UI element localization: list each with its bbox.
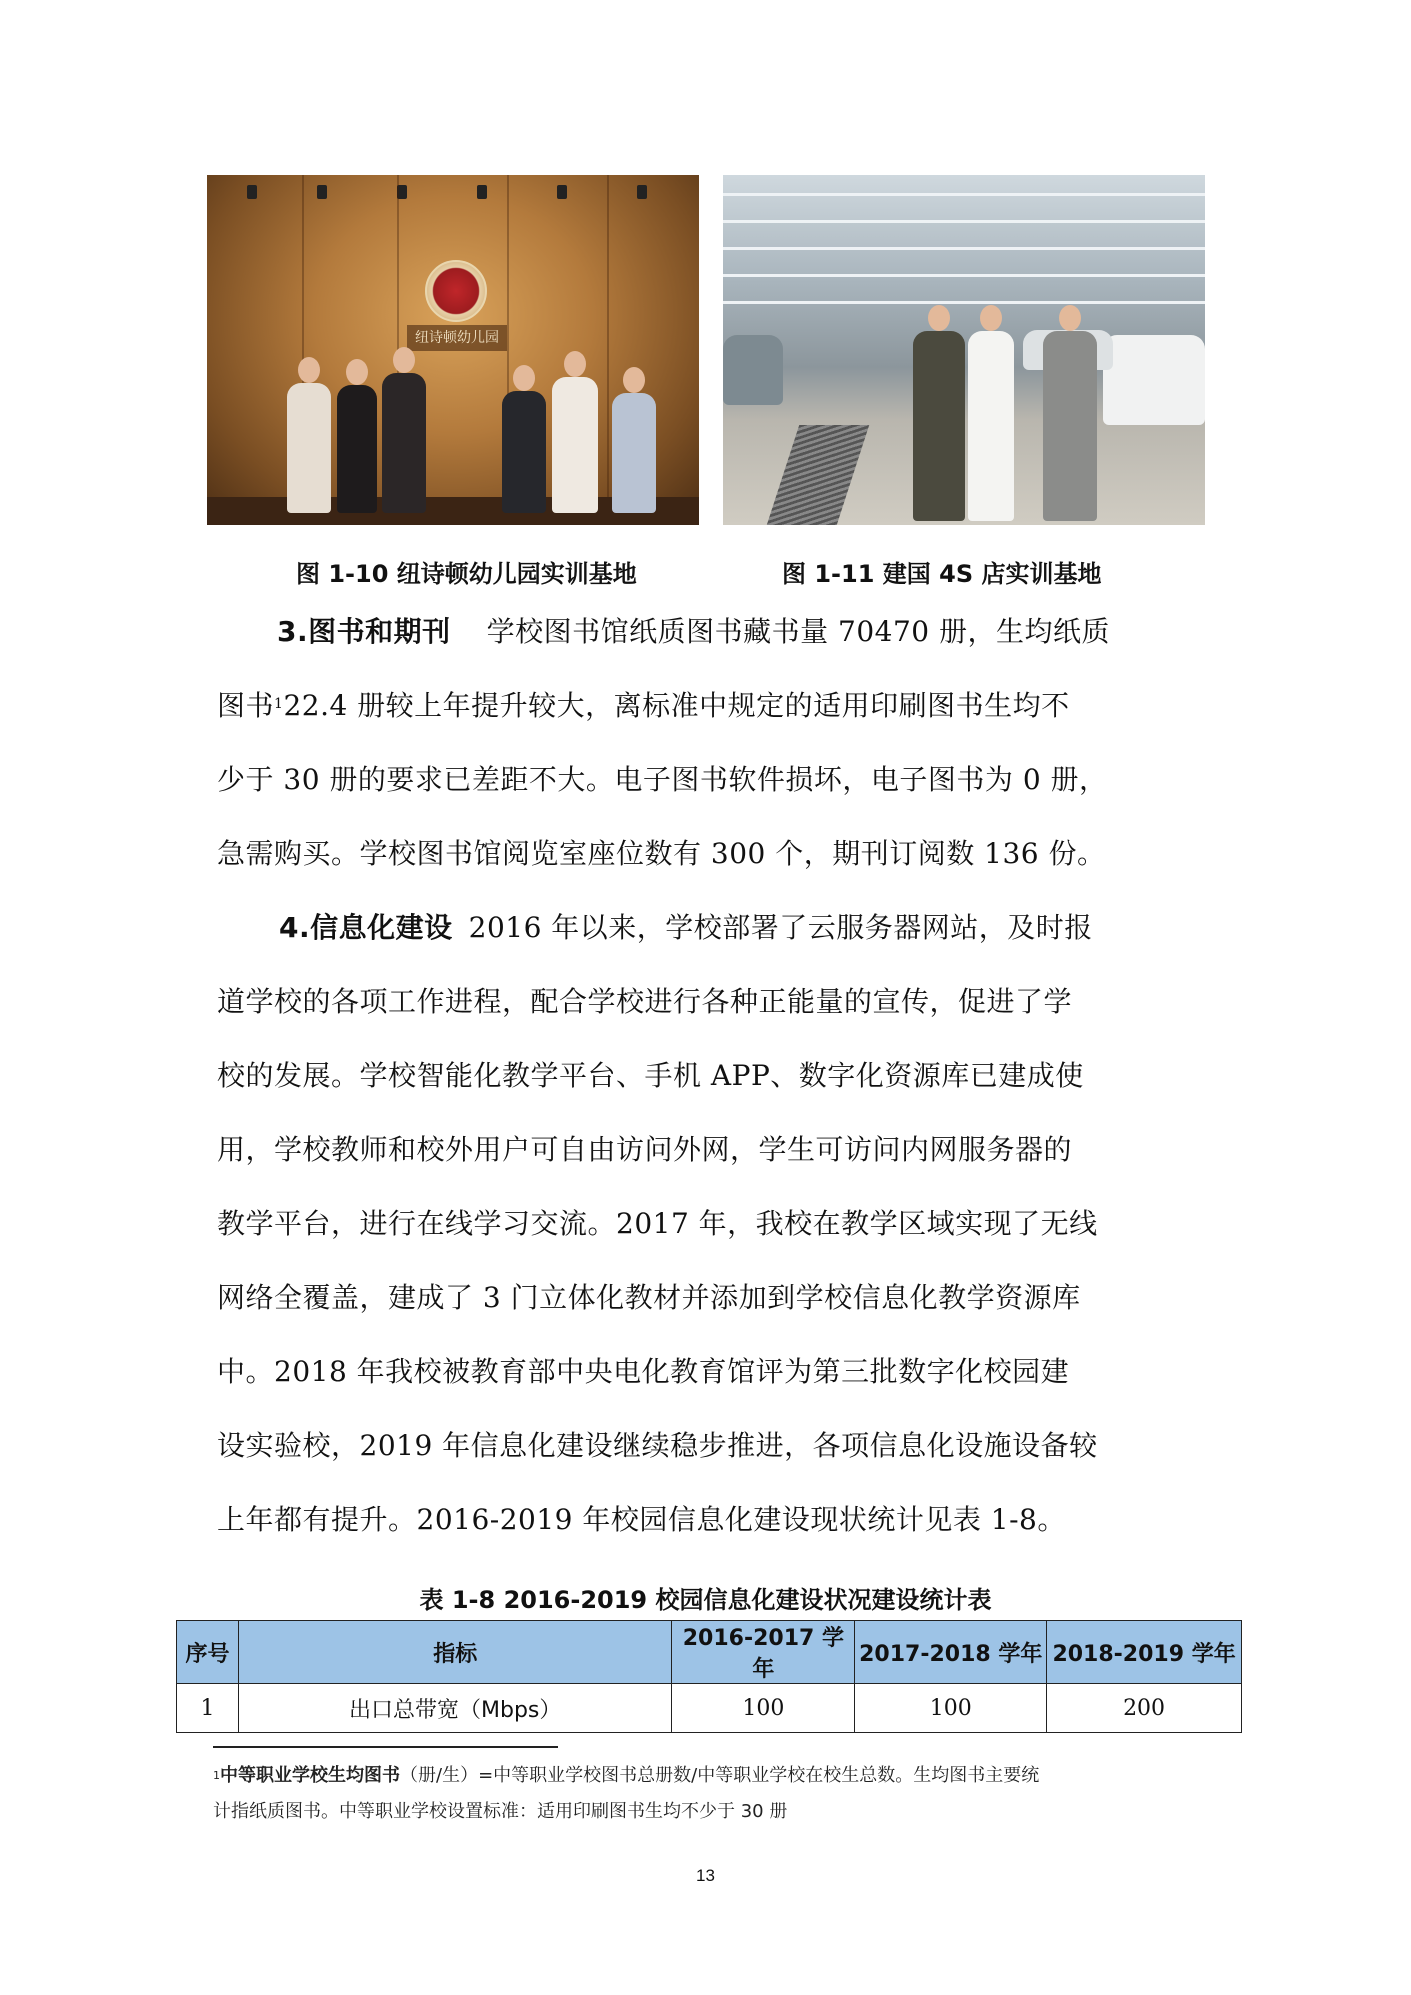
- cell-indicator: 出口总带宽（Mbps）: [238, 1684, 672, 1733]
- section3-line-3: 少于 30 册的要求已差距不大。电子图书软件损坏，电子图书为 0 册，: [217, 763, 1108, 796]
- section4-text-1: 2016 年以来，学校部署了云服务器网站，及时报: [468, 911, 1093, 944]
- cell-2017: 100: [855, 1684, 1047, 1733]
- header-indicator: 指标: [238, 1621, 672, 1684]
- figure-caption-1-11: 图 1-11 建国 4S 店实训基地: [782, 560, 1102, 588]
- section3-line-4: 急需购买。学校图书馆阅览室座位数有 300 个，期刊订阅数 136 份。: [217, 837, 1106, 870]
- section4-line-5: 教学平台，进行在线学习交流。2017 年，我校在教学区域实现了无线: [217, 1207, 1098, 1240]
- table-row: [177, 1684, 1242, 1733]
- header-year-2017: 2017-2018 学年: [855, 1621, 1047, 1684]
- kindergarten-sign: [407, 325, 507, 351]
- section4-line-9: 上年都有提升。2016-2019 年校园信息化建设现状统计见表 1-8。: [217, 1503, 1066, 1536]
- header-year-2018: 2018-2019 学年: [1047, 1621, 1242, 1684]
- photo-kindergarten-training-base: [207, 175, 699, 525]
- header-year-2016: 2016-2017 学年: [672, 1621, 855, 1684]
- figure-caption-1-10: 图 1-10 纽诗顿幼儿园实训基地: [296, 560, 637, 588]
- footnote-term: 中等职业学校生均图书: [220, 1765, 400, 1786]
- footnote-text-1: （册/生）=中等职业学校图书总册数/中等职业学校在校生总数。生均图书主要统: [400, 1765, 1040, 1786]
- section3-text-1: 学校图书馆纸质图书藏书量 70470 册，生均纸质: [486, 615, 1111, 648]
- section3-heading: 3.图书和期刊: [277, 615, 451, 648]
- footnote-ref: 1: [274, 696, 284, 712]
- section3-line-1: [217, 614, 1201, 650]
- kindergarten-logo: [425, 260, 487, 322]
- header-index: 序号: [177, 1621, 239, 1684]
- info-construction-table: [176, 1620, 1242, 1733]
- section4-line-3: 校的发展。学校智能化教学平台、手机 APP、数字化资源库已建成使: [217, 1059, 1084, 1092]
- cell-index: 1: [177, 1684, 239, 1733]
- section4-line-4: 用，学校教师和校外用户可自由访问外网，学生可访问内网服务器的: [217, 1133, 1073, 1166]
- table-title: 表 1-8 2016-2019 校园信息化建设状况建设统计表: [419, 1586, 992, 1614]
- footnote-marker: 1: [213, 1769, 220, 1782]
- section4-line-1: [217, 910, 1201, 946]
- page-number: 13: [696, 1866, 715, 1885]
- footnote-separator: [213, 1746, 558, 1748]
- cell-2018: 200: [1047, 1684, 1242, 1733]
- photo-4s-store-training-base: [723, 175, 1205, 525]
- footnote-line-2: 计指纸质图书。中等职业学校设置标准：适用印刷图书生均不少于 30 册: [213, 1801, 788, 1822]
- section4-line-6: 网络全覆盖，建成了 3 门立体化教材并添加到学校信息化教学资源库: [217, 1281, 1081, 1314]
- footnote-line-1: [213, 1764, 1039, 1788]
- section3-line2-prefix: 图书: [217, 689, 275, 722]
- section4-heading: 4.信息化建设: [279, 911, 453, 944]
- table-header-row: [177, 1621, 1242, 1684]
- section3-text-2: 22.4 册较上年提升较大，离标准中规定的适用印刷图书生均不: [283, 689, 1070, 722]
- section4-line-8: 设实验校，2019 年信息化建设继续稳步推进，各项信息化设施设备较: [217, 1429, 1098, 1462]
- kindergarten-sign-text: 纽诗顿幼儿园: [415, 330, 499, 346]
- cell-2016: 100: [672, 1684, 855, 1733]
- section4-line-2: 道学校的各项工作进程，配合学校进行各种正能量的宣传，促进了学: [217, 985, 1073, 1018]
- section3-line-2: [217, 688, 1201, 724]
- section4-line-7: 中。2018 年我校被教育部中央电化教育馆评为第三批数字化校园建: [217, 1355, 1070, 1388]
